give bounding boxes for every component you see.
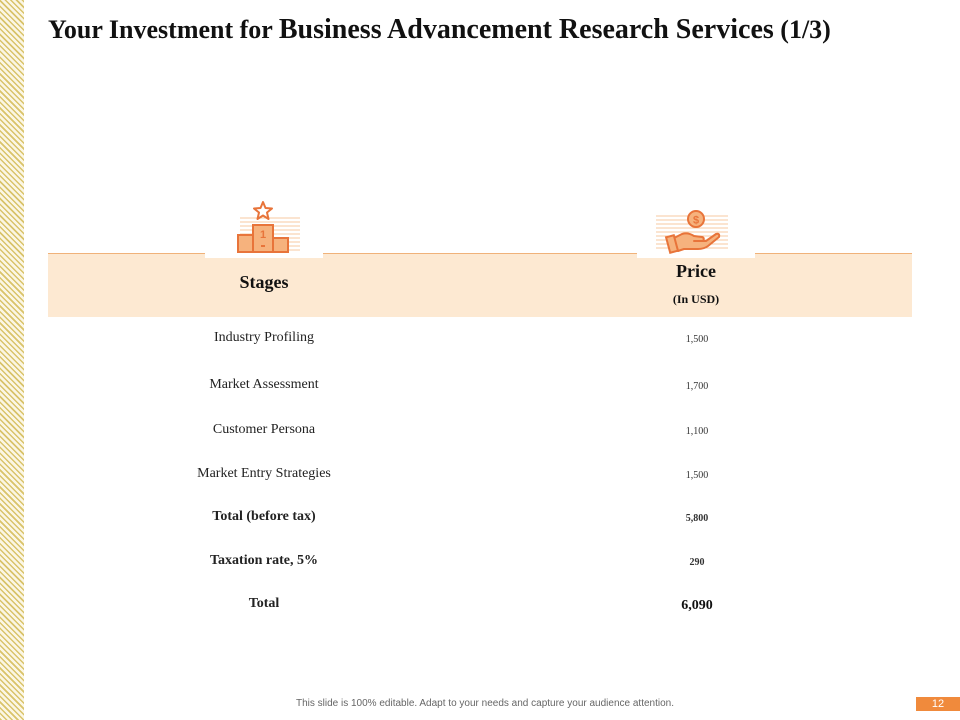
svg-text:1: 1 [259, 229, 267, 241]
podium-star-icon [228, 200, 300, 256]
price-header: Price [676, 261, 716, 281]
stage-cell: Customer Persona [212, 422, 316, 437]
title-main: Business Advancement Research Services [278, 14, 774, 45]
table-row [0, 422, 960, 442]
stage-cell: Market Assessment [209, 377, 319, 392]
stages-header: Stages [239, 272, 289, 292]
table-row [0, 596, 960, 616]
price-unit-label: (In USD) [672, 292, 720, 306]
price-cell: 6,090 [681, 598, 713, 613]
svg-text:$: $ [692, 214, 700, 227]
price-cell: 1,500 [685, 334, 709, 345]
price-cell: 5,800 [685, 513, 709, 524]
footer-note: This slide is 100% editable. Adapt to your needs and capture your audience attention. [295, 698, 675, 709]
title-lead: Your Investment for [48, 15, 273, 44]
page-number: 12 [916, 697, 960, 711]
stage-cell: Total (before tax) [212, 509, 316, 524]
table-row [0, 330, 960, 350]
price-cell: 290 [689, 557, 705, 568]
stage-cell: Total [248, 596, 280, 611]
price-cell: 1,500 [685, 470, 709, 481]
table-row [0, 377, 960, 397]
stage-cell: Market Entry Strategies [197, 466, 331, 481]
table-row [0, 466, 960, 486]
price-cell: 1,100 [685, 426, 709, 437]
title-suffix: (1/3) [780, 15, 831, 44]
slide-title [48, 14, 831, 46]
stage-cell: Taxation rate, 5% [210, 553, 318, 568]
stage-cell: Industry Profiling [214, 330, 314, 345]
table-row [0, 553, 960, 573]
hand-dollar-coin-icon [656, 206, 728, 256]
price-cell: 1,700 [685, 381, 709, 392]
table-row [0, 509, 960, 529]
